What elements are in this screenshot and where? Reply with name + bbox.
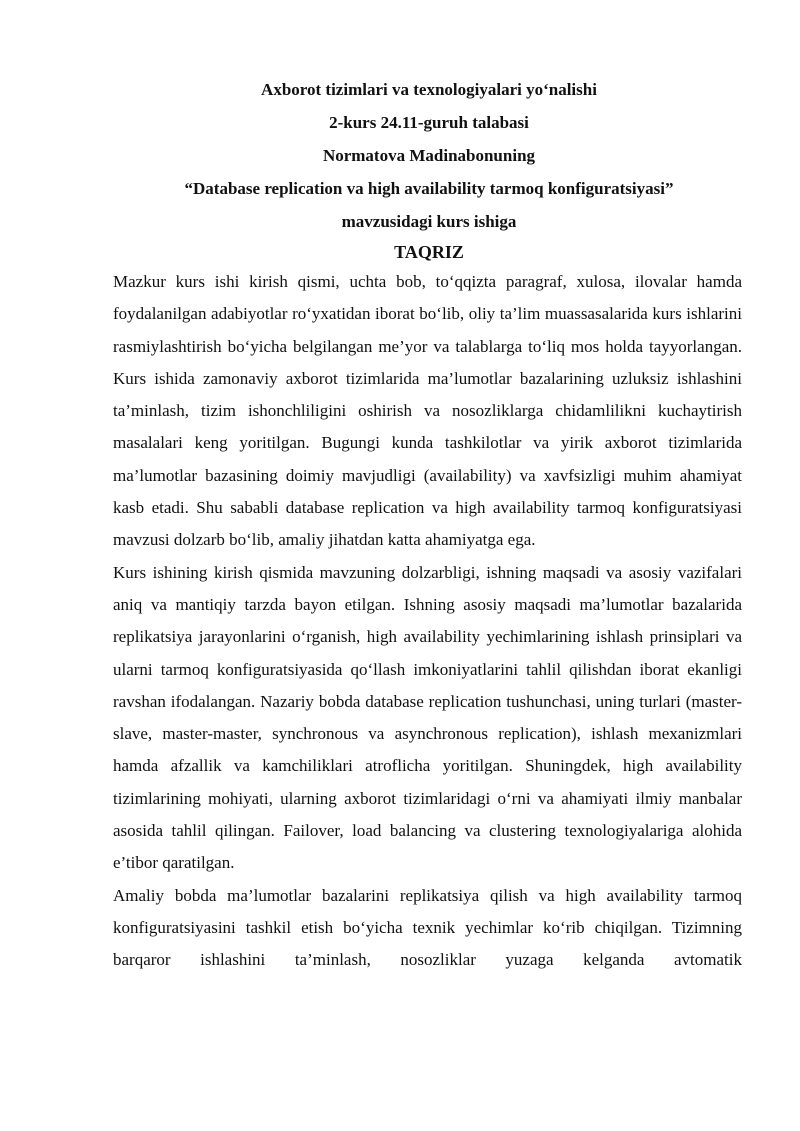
review-body bbox=[113, 266, 742, 977]
paragraph-2: Kurs ishining kirish qismida mavzuning dolzarbligi, ishning maqsadi va asosiy vazifalari aniq va mantiqiy tarzda bayon etilgan. Ishning asosiy maqsadi ma’lumotlar bazalarida replikatsiya jarayonlarini o‘rganish, high availability yechimlarining ishlash prinsiplari va ularni tarmoq konfiguratsiyasida qo‘llash imkoniyatlarini tahlil qilishdan iborat ekanligi ravshan ifodalangan. Nazariy bobda database replication tushunchasi, uning turlari (master-slave, master-master, synchronous va asynchronous replication), ishlash mexanizmlari hamda afzallik va kamchiliklari atroflicha yoritilgan. Shuningdek, high availability tizimlarining mohiyati, ularning axborot tizimlaridagi o‘rni va ahamiyati ilmiy manbalar asosida tahlil qilingan. Failover, load balancing va clustering texnologiyalariga alohida e’tibor qaratilgan. bbox=[113, 562, 742, 873]
header-topic: “Database replication va high availability tarmoq konfiguratsiyasi” bbox=[184, 179, 674, 198]
document-header bbox=[0, 73, 800, 264]
paragraph-1: Mazkur kurs ishi kirish qismi, uchta bob, to‘qqizta paragraf, xulosa, ilovalar hamda foydalanilgan adabiyotlar ro‘yxatidan iborat bo‘lib, oliy ta’lim muassasalarida kurs ishlarini rasmiylashtirish bo‘yicha belgilangan me’yor va talablarga to‘liq mos holda tayyorlangan. Kurs ishida zamonaviy axborot tizimlarida ma’lumotlar bazalarining uzluksiz ishlashini ta’minlash, tizim ishonchliligini oshirish va nosozliklarga chidamlilikni kuchaytirish masalalari keng yoritilgan. Bugungi kunda tashkilotlar va yirik axborot tizimlarida ma’lumotlar bazasining doimiy mavjudligi (availability) va xavfsizligi muhim ahamiyat kasb etadi. Shu sababli database replication va high availability tarmoq konfiguratsiyasi mavzusi dolzarb bo‘lib, amaliy jihatdan katta ahamiyatga ega. bbox=[113, 272, 742, 550]
header-direction: Axborot tizimlari va texnologiyalari yo‘nalishi bbox=[261, 80, 597, 99]
header-course-group: 2-kurs 24.11-guruh talabasi bbox=[329, 113, 529, 132]
header-student-name: Normatova Madinabonuning bbox=[322, 146, 536, 165]
paragraph-3: Amaliy bobda ma’lumotlar bazalarini replikatsiya qilish va high availability tarmoq konfiguratsiyasini tashkil etish bo‘yicha texnik yechimlar ko‘rib chiqilgan. Tizimning barqaror ishlashini ta’minlash, nosozliklar yuzaga kelganda avtomatik bbox=[113, 885, 742, 970]
document-title: TAQRIZ bbox=[394, 242, 464, 262]
header-work-type: mavzusidagi kurs ishiga bbox=[341, 212, 517, 231]
